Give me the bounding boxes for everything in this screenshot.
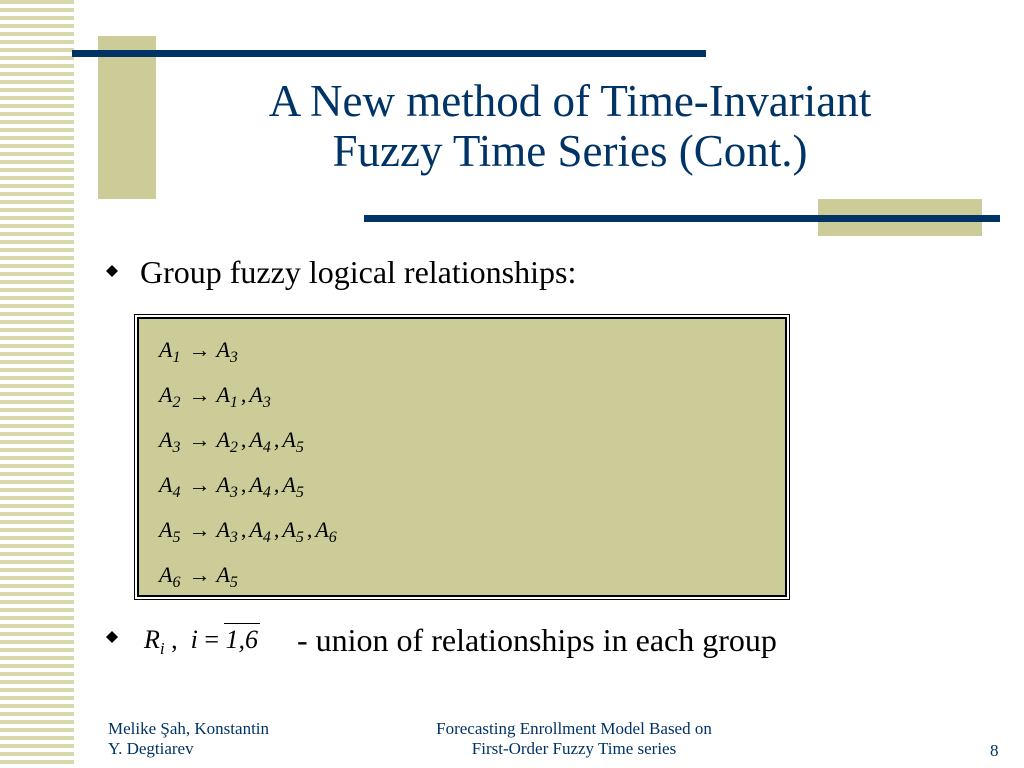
comma-separator: , <box>273 427 280 452</box>
relationship-rhs: $A_6$ <box>315 517 337 546</box>
comma-separator: , <box>240 517 247 542</box>
left-stripe-decoration <box>0 0 74 768</box>
comma-separator: , <box>306 517 313 542</box>
diamond-bullet-icon <box>106 631 118 643</box>
relationship-rhs-index: 2 <box>229 439 238 456</box>
relationships-list <box>159 327 337 597</box>
comma-separator: , <box>240 427 247 452</box>
relationship-rhs-index: 5 <box>295 529 304 546</box>
relationship-rhs: $A_3$ <box>216 517 238 546</box>
relationship-rhs: $A_3$ <box>249 382 271 411</box>
arrow-icon: → <box>188 427 211 452</box>
relationship-lhs: $A_2$ <box>159 382 181 411</box>
title-line-1: A New method of Time-Invariant <box>268 76 872 126</box>
relationship-rhs: $A_1$ <box>216 382 238 411</box>
relationship-lhs-index: 5 <box>172 529 181 546</box>
relationship-lhs-index: 6 <box>172 574 181 591</box>
relationship-rhs: $A_2$ <box>216 427 238 456</box>
relationship-rhs: $A_5$ <box>216 562 238 591</box>
formula-sub: i <box>159 639 165 658</box>
relationship-row <box>159 327 337 372</box>
relationship-lhs-index: 2 <box>172 394 181 411</box>
relationship-rhs-index: 3 <box>229 349 238 366</box>
relationship-rhs-index: 3 <box>229 484 238 501</box>
title-bottom-rule <box>364 215 1000 222</box>
relationships-box <box>137 317 787 597</box>
relationship-lhs: $A_3$ <box>159 427 181 456</box>
relationship-rhs-index: 6 <box>328 529 337 546</box>
relationship-row <box>159 462 337 507</box>
relationship-rhs: $A_4$ <box>249 517 271 546</box>
arrow-icon: → <box>188 562 211 587</box>
relationship-row <box>159 507 337 552</box>
relationship-rhs: $A_3$ <box>216 337 238 366</box>
relationship-rhs: $A_3$ <box>216 472 238 501</box>
diamond-bullet-icon <box>106 265 118 277</box>
relationship-rhs-index: 5 <box>295 484 304 501</box>
relationship-lhs: $A_6$ <box>159 562 181 591</box>
relationship-rhs-index: 3 <box>229 529 238 546</box>
arrow-icon: → <box>188 337 211 362</box>
title-line-2: Fuzzy Time Series (Cont.) <box>332 126 808 176</box>
comma-separator: , <box>240 472 247 497</box>
slide-title <box>160 76 980 176</box>
formula-var: R <box>144 625 160 654</box>
comma-separator: , <box>273 472 280 497</box>
arrow-icon: → <box>188 517 211 542</box>
relationship-rhs-index: 1 <box>229 394 238 411</box>
relationship-rhs-index: 3 <box>262 394 271 411</box>
relationship-lhs-index: 4 <box>172 484 181 501</box>
comma-separator: , <box>273 517 280 542</box>
relationship-rhs-index: 4 <box>262 484 271 501</box>
bullet-group-relationships: Group fuzzy logical relationships: <box>140 254 577 290</box>
footer-author-line-2: Y. Degtiarev <box>108 739 194 758</box>
relationship-lhs: $A_5$ <box>159 517 181 546</box>
relationship-rhs: $A_5$ <box>282 472 304 501</box>
title-accent-block <box>98 36 156 199</box>
bullet-union-description: - union of relationships in each group <box>297 622 777 658</box>
relationship-lhs-index: 3 <box>172 439 181 456</box>
relationship-rhs: $A_5$ <box>282 517 304 546</box>
title-top-rule <box>72 50 706 57</box>
relationship-lhs-index: 1 <box>172 349 181 366</box>
relationship-row <box>159 552 337 597</box>
formula-range: 1,6 <box>225 625 259 654</box>
relationship-rhs: $A_4$ <box>249 472 271 501</box>
relationship-row <box>159 417 337 462</box>
relationship-rhs: $A_4$ <box>249 427 271 456</box>
footer-center-line-1: Forecasting Enrollment Model Based on <box>436 719 712 738</box>
group-formula: $R_i$ , i = 1,6 <box>144 625 259 658</box>
relationship-rhs-index: 4 <box>262 439 271 456</box>
relationship-lhs: $A_4$ <box>159 472 181 501</box>
comma-separator: , <box>240 382 247 407</box>
relationship-rhs: $A_5$ <box>282 427 304 456</box>
footer-center-line-2: First-Order Fuzzy Time series <box>471 739 677 758</box>
relationship-lhs: $A_1$ <box>159 337 181 366</box>
relationship-rhs-index: 5 <box>229 574 238 591</box>
arrow-icon: → <box>188 472 211 497</box>
footer-author <box>108 719 269 759</box>
arrow-icon: → <box>188 382 211 407</box>
relationship-rhs-index: 4 <box>262 529 271 546</box>
footer-presentation-title <box>400 719 748 759</box>
footer-author-line-1: Melike Şah, Konstantin <box>108 719 270 738</box>
relationship-row <box>159 372 337 417</box>
formula-index: i <box>190 625 198 654</box>
page-number: 8 <box>990 741 999 760</box>
relationship-rhs-index: 5 <box>295 439 304 456</box>
